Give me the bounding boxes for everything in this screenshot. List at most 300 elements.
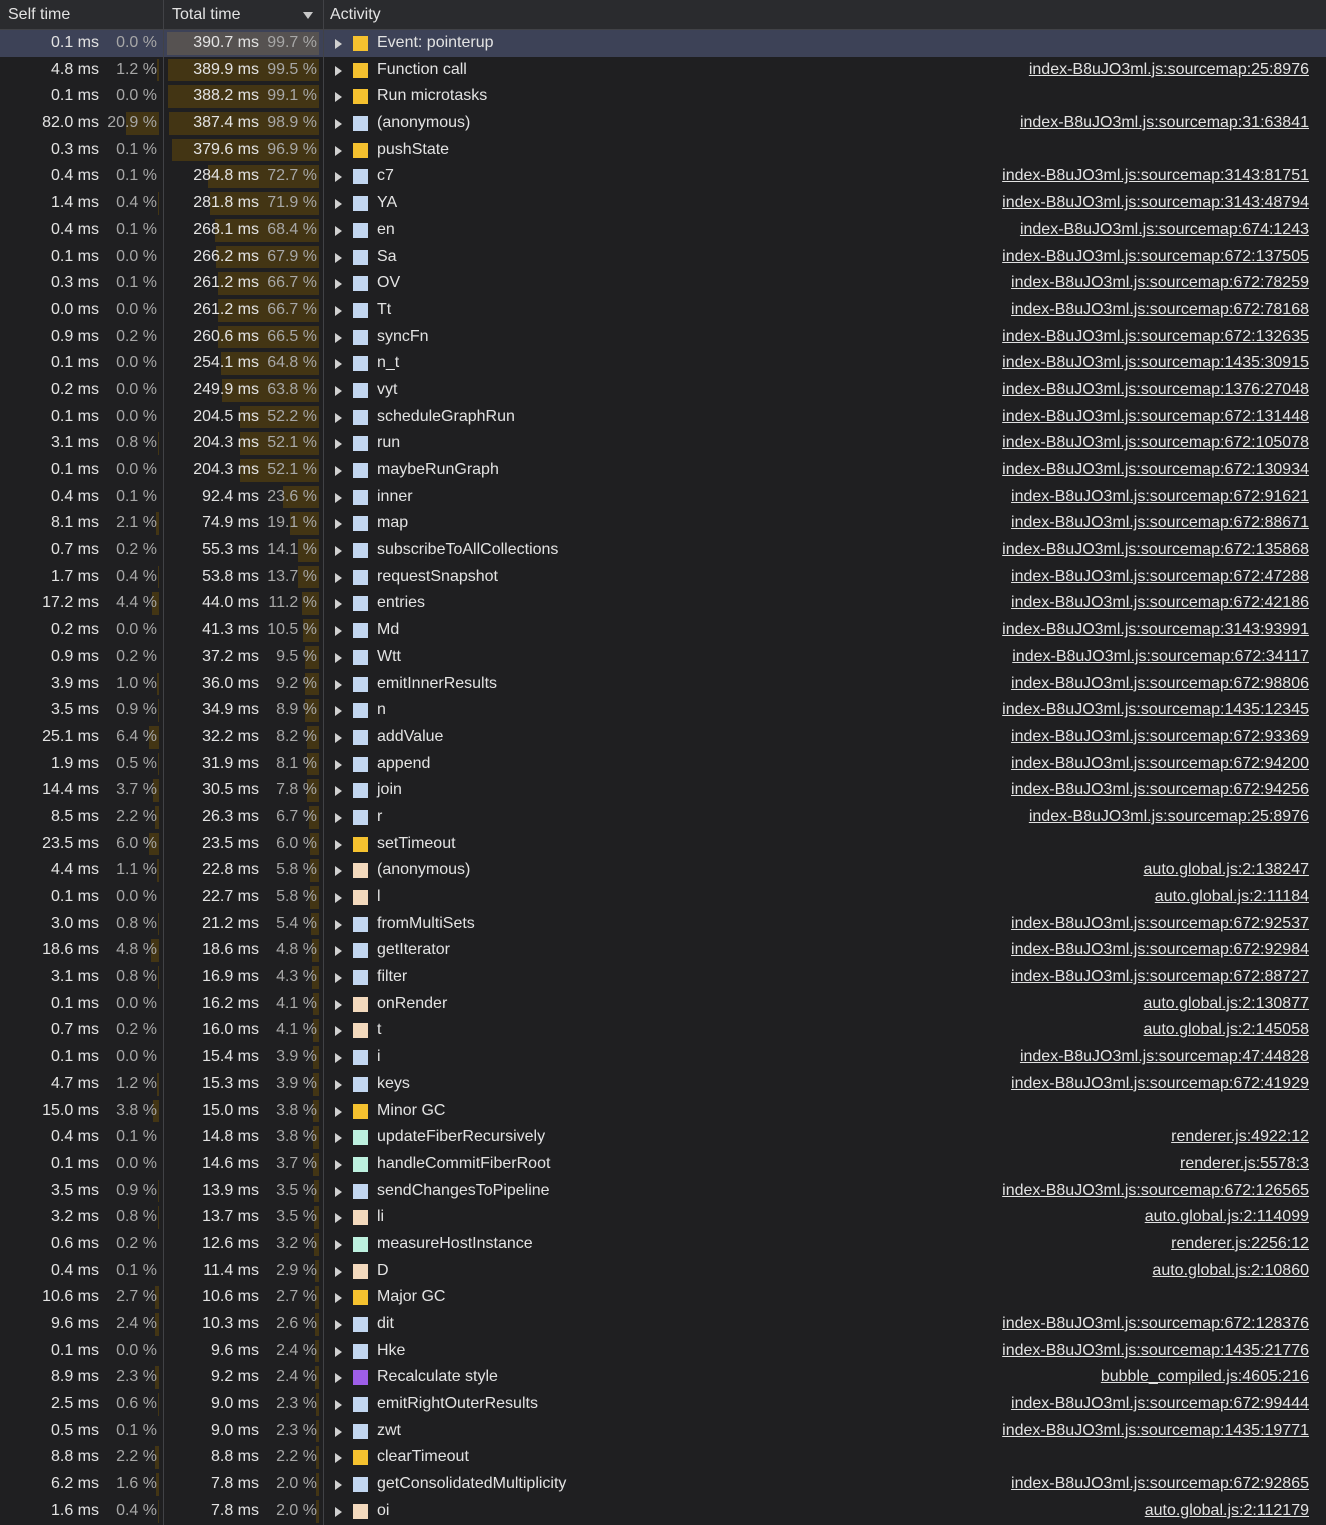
source-link[interactable]: index-B8uJO3ml.js:sourcemap:672:47288 <box>1011 567 1309 585</box>
total-time-cell <box>164 1151 324 1178</box>
source-link[interactable]: index-B8uJO3ml.js:sourcemap:672:131448 <box>1002 407 1309 425</box>
table-row[interactable] <box>0 1017 1326 1044</box>
activity-name: sendChangesToPipeline <box>377 1181 550 1199</box>
table-row[interactable] <box>0 777 1326 804</box>
expand-triangle-icon[interactable] <box>335 1080 342 1090</box>
self-time-ms: 0.4 ms <box>50 487 99 505</box>
expand-triangle-icon[interactable] <box>335 1267 342 1277</box>
self-time-cell <box>0 1391 164 1418</box>
expand-triangle-icon[interactable] <box>335 546 342 556</box>
self-time-cell <box>0 617 164 644</box>
expand-triangle-icon[interactable] <box>335 626 342 636</box>
table-row[interactable] <box>0 857 1326 884</box>
activity-name: filter <box>377 968 408 986</box>
source-link[interactable]: auto.global.js:2:112179 <box>1144 1501 1309 1519</box>
expand-triangle-icon[interactable] <box>335 146 342 156</box>
table-row[interactable] <box>0 83 1326 110</box>
source-link[interactable]: auto.global.js:2:138247 <box>1143 861 1309 879</box>
total-time-percent: 99.7 % <box>267 34 317 51</box>
total-time-ms: 36.0 ms <box>202 674 259 692</box>
expand-triangle-icon[interactable] <box>335 253 342 263</box>
expand-triangle-icon[interactable] <box>335 493 342 503</box>
total-time-percent: 3.9 % <box>276 1048 317 1066</box>
table-row[interactable] <box>0 537 1326 564</box>
total-time-percent: 5.4 % <box>276 914 317 932</box>
self-time-cell <box>0 430 164 457</box>
total-time-ms: 204.3 ms <box>193 461 259 478</box>
expand-triangle-icon[interactable] <box>335 946 342 956</box>
self-time-ms: 17.2 ms <box>42 594 99 612</box>
table-row[interactable] <box>0 1338 1326 1365</box>
expand-triangle-icon[interactable] <box>335 1507 342 1517</box>
total-time-cell <box>164 751 324 778</box>
table-row[interactable] <box>0 377 1326 404</box>
source-link[interactable]: index-B8uJO3ml.js:sourcemap:672:78168 <box>1011 300 1309 318</box>
total-time-percent: 66.7 % <box>267 300 317 318</box>
source-link[interactable]: index-B8uJO3ml.js:sourcemap:1435:12345 <box>1002 701 1309 719</box>
expand-triangle-icon[interactable] <box>335 1453 342 1463</box>
table-row[interactable] <box>0 751 1326 778</box>
activity-name: (anonymous) <box>377 861 471 879</box>
total-time-percent: 10.5 % <box>267 621 317 639</box>
expand-triangle-icon[interactable] <box>335 599 342 609</box>
category-swatch-icon <box>353 463 368 478</box>
source-link[interactable]: index-B8uJO3ml.js:sourcemap:3143:81751 <box>1002 167 1309 185</box>
category-swatch-icon <box>353 757 368 772</box>
source-link[interactable]: index-B8uJO3ml.js:sourcemap:672:92984 <box>1011 941 1309 959</box>
table-row[interactable] <box>0 30 1326 57</box>
expand-triangle-icon[interactable] <box>335 813 342 823</box>
self-time-percent: 0.1 % <box>116 487 157 505</box>
source-link[interactable]: auto.global.js:2:130877 <box>1143 994 1309 1012</box>
expand-triangle-icon[interactable] <box>335 199 342 209</box>
table-body <box>0 30 1326 1525</box>
table-row[interactable] <box>0 884 1326 911</box>
table-row[interactable] <box>0 831 1326 858</box>
expand-triangle-icon[interactable] <box>335 1347 342 1357</box>
self-time-ms: 1.4 ms <box>50 194 99 212</box>
expand-triangle-icon[interactable] <box>335 1373 342 1383</box>
table-row[interactable] <box>0 1498 1326 1525</box>
table-row[interactable] <box>0 190 1326 217</box>
source-link[interactable]: index-B8uJO3ml.js:sourcemap:672:34117 <box>1012 647 1309 665</box>
category-swatch-icon <box>353 1370 368 1385</box>
expand-triangle-icon[interactable] <box>335 119 342 129</box>
source-link[interactable]: renderer.js:2256:12 <box>1171 1234 1309 1252</box>
total-time-ms: 16.0 ms <box>202 1021 259 1039</box>
self-time-percent: 0.9 % <box>116 1181 157 1199</box>
expand-triangle-icon[interactable] <box>335 172 342 182</box>
self-time-ms: 0.9 ms <box>50 327 99 345</box>
total-time-cell <box>164 1444 324 1471</box>
source-link[interactable]: renderer.js:4922:12 <box>1171 1128 1309 1146</box>
table-row[interactable] <box>0 1471 1326 1498</box>
total-time-ms: 32.2 ms <box>202 727 259 745</box>
total-time-cell <box>164 671 324 698</box>
self-time-column-header[interactable]: Self time <box>0 0 164 30</box>
table-row[interactable] <box>0 270 1326 297</box>
self-time-ms: 0.1 ms <box>50 87 99 105</box>
expand-triangle-icon[interactable] <box>335 39 342 49</box>
table-row[interactable] <box>0 1391 1326 1418</box>
self-time-cell <box>0 217 164 244</box>
table-row[interactable] <box>0 1364 1326 1391</box>
source-link[interactable]: index-B8uJO3ml.js:sourcemap:25:8976 <box>1028 807 1309 825</box>
expand-triangle-icon[interactable] <box>335 1427 342 1437</box>
table-row[interactable] <box>0 697 1326 724</box>
source-link[interactable]: renderer.js:5578:3 <box>1180 1154 1309 1172</box>
table-row[interactable] <box>0 217 1326 244</box>
total-time-ms: 9.0 ms <box>210 1421 259 1439</box>
table-row[interactable] <box>0 671 1326 698</box>
self-time-percent: 0.1 % <box>116 140 157 158</box>
total-time-ms: 8.8 ms <box>210 1448 259 1466</box>
self-time-ms: 0.4 ms <box>50 1128 99 1146</box>
self-time-ms: 18.6 ms <box>42 941 99 959</box>
category-swatch-icon <box>353 810 368 825</box>
activity-name: subscribeToAllCollections <box>377 541 559 559</box>
source-link[interactable]: index-B8uJO3ml.js:sourcemap:672:126565 <box>1002 1181 1309 1199</box>
source-link[interactable]: index-B8uJO3ml.js:sourcemap:1435:30915 <box>1002 354 1309 372</box>
activity-name: handleCommitFiberRoot <box>377 1154 551 1172</box>
total-time-cell <box>164 137 324 164</box>
expand-triangle-icon[interactable] <box>335 386 342 396</box>
source-link[interactable]: index-B8uJO3ml.js:sourcemap:672:92537 <box>1011 914 1309 932</box>
activity-name: oi <box>377 1501 390 1519</box>
source-link[interactable]: index-B8uJO3ml.js:sourcemap:672:128376 <box>1002 1315 1309 1332</box>
expand-triangle-icon[interactable] <box>335 226 342 236</box>
self-time-ms: 0.3 ms <box>50 140 99 158</box>
expand-triangle-icon[interactable] <box>335 466 342 476</box>
category-swatch-icon <box>353 890 368 905</box>
table-row[interactable] <box>0 1444 1326 1471</box>
self-time-ms: 0.9 ms <box>50 647 99 665</box>
table-row[interactable] <box>0 1044 1326 1071</box>
source-link[interactable]: index-B8uJO3ml.js:sourcemap:672:130934 <box>1002 461 1309 478</box>
source-link[interactable]: index-B8uJO3ml.js:sourcemap:672:132635 <box>1002 327 1309 345</box>
self-time-ms: 8.8 ms <box>50 1448 99 1466</box>
table-row[interactable] <box>0 484 1326 511</box>
table-row[interactable] <box>0 1071 1326 1098</box>
total-time-percent: 4.8 % <box>276 941 317 959</box>
table-row[interactable] <box>0 1151 1326 1178</box>
category-swatch-icon <box>353 1344 368 1359</box>
category-swatch-icon <box>353 997 368 1012</box>
source-link[interactable]: index-B8uJO3ml.js:sourcemap:672:98806 <box>1011 674 1309 692</box>
activity-name: Run microtasks <box>377 87 488 105</box>
table-row[interactable] <box>0 1124 1326 1151</box>
total-time-ms: 16.9 ms <box>202 968 259 986</box>
source-link[interactable]: index-B8uJO3ml.js:sourcemap:672:99444 <box>1011 1395 1309 1413</box>
expand-triangle-icon[interactable] <box>335 1320 342 1330</box>
expand-triangle-icon[interactable] <box>335 1240 342 1250</box>
table-row[interactable] <box>0 137 1326 164</box>
source-link[interactable]: index-B8uJO3ml.js:sourcemap:1435:21776 <box>1002 1341 1309 1359</box>
expand-triangle-icon[interactable] <box>335 1480 342 1490</box>
source-link[interactable]: index-B8uJO3ml.js:sourcemap:672:135868 <box>1002 541 1309 559</box>
total-time-ms: 388.2 ms <box>193 87 259 105</box>
self-time-ms: 14.4 ms <box>42 781 99 799</box>
self-time-cell <box>0 884 164 911</box>
total-time-cell <box>164 190 324 217</box>
table-row[interactable] <box>0 1311 1326 1338</box>
expand-triangle-icon[interactable] <box>335 1293 342 1303</box>
self-time-percent: 3.8 % <box>116 1101 157 1119</box>
expand-triangle-icon[interactable] <box>335 786 342 796</box>
total-time-percent: 3.7 % <box>276 1154 317 1172</box>
source-link[interactable]: index-B8uJO3ml.js:sourcemap:672:41929 <box>1011 1074 1309 1092</box>
expand-triangle-icon[interactable] <box>335 573 342 583</box>
self-time-percent: 0.0 % <box>116 461 157 478</box>
total-time-cell <box>164 857 324 884</box>
total-time-ms: 12.6 ms <box>202 1234 259 1252</box>
self-time-percent: 1.2 % <box>116 60 157 78</box>
source-link[interactable]: index-B8uJO3ml.js:sourcemap:672:94256 <box>1011 781 1309 799</box>
total-time-cell <box>164 1204 324 1231</box>
self-time-percent: 6.0 % <box>116 834 157 852</box>
category-swatch-icon <box>353 1050 368 1065</box>
expand-triangle-icon[interactable] <box>335 439 342 449</box>
total-time-cell <box>164 564 324 591</box>
expand-triangle-icon[interactable] <box>335 920 342 930</box>
activity-name: Md <box>377 621 400 639</box>
source-link[interactable]: index-B8uJO3ml.js:sourcemap:672:88727 <box>1011 968 1309 986</box>
self-time-bar <box>158 192 159 215</box>
expand-triangle-icon[interactable] <box>335 680 342 690</box>
category-swatch-icon <box>353 650 368 665</box>
table-row[interactable] <box>0 564 1326 591</box>
self-time-percent: 0.0 % <box>116 407 157 425</box>
source-link[interactable]: index-B8uJO3ml.js:sourcemap:672:91621 <box>1011 487 1309 505</box>
source-link[interactable]: auto.global.js:2:11184 <box>1154 888 1309 905</box>
table-row[interactable] <box>0 57 1326 84</box>
expand-triangle-icon[interactable] <box>335 306 342 316</box>
expand-triangle-icon[interactable] <box>335 519 342 529</box>
table-row[interactable] <box>0 1418 1326 1445</box>
self-time-ms: 0.5 ms <box>50 1421 99 1439</box>
self-time-cell <box>0 1418 164 1445</box>
self-time-ms: 1.7 ms <box>50 567 99 585</box>
expand-triangle-icon[interactable] <box>335 653 342 663</box>
table-row[interactable] <box>0 804 1326 831</box>
expand-triangle-icon[interactable] <box>335 706 342 716</box>
source-link[interactable]: index-B8uJO3ml.js:sourcemap:672:93369 <box>1011 727 1309 745</box>
source-link[interactable]: index-B8uJO3ml.js:sourcemap:672:88671 <box>1011 514 1309 532</box>
self-time-cell <box>0 644 164 671</box>
expand-triangle-icon[interactable] <box>335 866 342 876</box>
expand-triangle-icon[interactable] <box>335 92 342 102</box>
expand-triangle-icon[interactable] <box>335 1133 342 1143</box>
self-time-cell <box>0 484 164 511</box>
self-time-ms: 0.7 ms <box>50 541 99 559</box>
table-row[interactable] <box>0 350 1326 377</box>
total-time-cell <box>164 1124 324 1151</box>
table-row[interactable] <box>0 430 1326 457</box>
total-time-ms: 268.1 ms <box>193 220 259 238</box>
self-time-bar <box>158 1206 159 1229</box>
source-link[interactable]: index-B8uJO3ml.js:sourcemap:3143:93991 <box>1002 621 1309 639</box>
self-time-bar <box>158 699 159 722</box>
table-row[interactable] <box>0 644 1326 671</box>
self-time-bar <box>157 1073 159 1096</box>
source-link[interactable]: index-B8uJO3ml.js:sourcemap:47:44828 <box>1019 1048 1309 1066</box>
category-swatch-icon <box>353 1210 368 1225</box>
table-row[interactable] <box>0 510 1326 537</box>
category-swatch-icon <box>353 1104 368 1119</box>
expand-triangle-icon[interactable] <box>335 1400 342 1410</box>
source-link[interactable]: index-B8uJO3ml.js:sourcemap:672:137505 <box>1002 247 1309 265</box>
expand-triangle-icon[interactable] <box>335 1000 342 1010</box>
total-time-column-header[interactable] <box>164 0 324 30</box>
table-row[interactable] <box>0 297 1326 324</box>
total-time-cell <box>164 270 324 297</box>
source-link[interactable]: auto.global.js:2:145058 <box>1143 1021 1309 1039</box>
total-time-percent: 52.1 % <box>267 434 317 452</box>
source-link[interactable]: index-B8uJO3ml.js:sourcemap:31:63841 <box>1019 114 1309 132</box>
total-time-ms: 31.9 ms <box>202 754 259 772</box>
source-link[interactable]: index-B8uJO3ml.js:sourcemap:672:94200 <box>1011 754 1309 772</box>
table-row[interactable] <box>0 1098 1326 1125</box>
self-time-ms: 1.9 ms <box>50 754 99 772</box>
self-time-percent: 0.0 % <box>116 247 157 265</box>
activity-name: l <box>377 888 381 905</box>
category-swatch-icon <box>353 917 368 932</box>
total-time-percent: 9.5 % <box>276 647 317 665</box>
total-time-percent: 7.8 % <box>276 781 317 799</box>
table-row[interactable] <box>0 1284 1326 1311</box>
table-row[interactable] <box>0 1204 1326 1231</box>
category-swatch-icon <box>353 223 368 238</box>
total-time-cell <box>164 1178 324 1205</box>
total-time-ms: 30.5 ms <box>202 781 259 799</box>
expand-triangle-icon[interactable] <box>335 413 342 423</box>
total-time-ms: 22.7 ms <box>202 888 259 905</box>
source-link[interactable]: auto.global.js:2:10860 <box>1152 1261 1309 1279</box>
table-row[interactable] <box>0 244 1326 271</box>
activity-name: OV <box>377 274 401 292</box>
total-time-percent: 72.7 % <box>267 167 317 185</box>
self-time-bar <box>158 1500 159 1523</box>
activity-name: measureHostInstance <box>377 1234 533 1252</box>
expand-triangle-icon[interactable] <box>335 733 342 743</box>
source-link[interactable]: index-B8uJO3ml.js:sourcemap:674:1243 <box>1019 220 1309 238</box>
self-time-ms: 3.1 ms <box>50 968 99 986</box>
table-row[interactable] <box>0 911 1326 938</box>
expand-triangle-icon[interactable] <box>335 973 342 983</box>
self-time-cell <box>0 1364 164 1391</box>
expand-triangle-icon[interactable] <box>335 840 342 850</box>
source-link[interactable]: index-B8uJO3ml.js:sourcemap:1435:19771 <box>1002 1421 1309 1439</box>
expand-triangle-icon[interactable] <box>335 760 342 770</box>
table-row[interactable] <box>0 1178 1326 1205</box>
table-row[interactable] <box>0 617 1326 644</box>
activity-name: pushState <box>377 140 450 158</box>
self-time-ms: 23.5 ms <box>42 834 99 852</box>
total-time-ms: 249.9 ms <box>193 380 259 398</box>
expand-triangle-icon[interactable] <box>335 333 342 343</box>
self-time-cell <box>0 457 164 484</box>
category-swatch-icon <box>353 143 368 158</box>
activity-name: Sa <box>377 247 397 265</box>
table-row[interactable] <box>0 590 1326 617</box>
table-row[interactable] <box>0 937 1326 964</box>
expand-triangle-icon[interactable] <box>335 1107 342 1117</box>
self-time-cell <box>0 1498 164 1525</box>
total-time-ms: 284.8 ms <box>193 167 259 185</box>
expand-triangle-icon[interactable] <box>335 66 342 76</box>
total-time-cell <box>164 1364 324 1391</box>
table-row[interactable] <box>0 404 1326 431</box>
source-link[interactable]: index-B8uJO3ml.js:sourcemap:25:8976 <box>1028 60 1309 78</box>
self-time-ms: 3.2 ms <box>50 1208 99 1226</box>
total-time-ms: 9.6 ms <box>210 1341 259 1359</box>
expand-triangle-icon[interactable] <box>335 279 342 289</box>
table-row[interactable] <box>0 964 1326 991</box>
total-time-cell <box>164 1338 324 1365</box>
self-time-percent: 1.1 % <box>116 861 157 879</box>
table-row[interactable] <box>0 1258 1326 1285</box>
source-link[interactable]: index-B8uJO3ml.js:sourcemap:1376:27048 <box>1002 380 1309 398</box>
total-time-cell <box>164 1311 324 1338</box>
source-link[interactable]: index-B8uJO3ml.js:sourcemap:3143:48794 <box>1002 194 1309 212</box>
total-time-percent: 3.8 % <box>276 1128 317 1146</box>
source-link[interactable]: index-B8uJO3ml.js:sourcemap:672:42186 <box>1011 594 1309 612</box>
total-time-percent: 8.1 % <box>276 754 317 772</box>
self-time-percent: 2.2 % <box>116 807 157 825</box>
total-time-cell <box>164 724 324 751</box>
expand-triangle-icon[interactable] <box>335 359 342 369</box>
self-time-ms: 3.5 ms <box>50 1181 99 1199</box>
self-time-cell <box>0 270 164 297</box>
category-swatch-icon <box>353 943 368 958</box>
source-link[interactable]: index-B8uJO3ml.js:sourcemap:672:105078 <box>1002 434 1309 452</box>
total-time-cell <box>164 1071 324 1098</box>
table-row[interactable] <box>0 991 1326 1018</box>
table-row[interactable] <box>0 163 1326 190</box>
total-time-percent: 66.7 % <box>267 274 317 292</box>
expand-triangle-icon[interactable] <box>335 1213 342 1223</box>
expand-triangle-icon[interactable] <box>335 1026 342 1036</box>
activity-name: Major GC <box>377 1288 446 1306</box>
total-time-percent: 52.1 % <box>267 461 317 478</box>
total-time-ms: 15.0 ms <box>202 1101 259 1119</box>
table-row[interactable] <box>0 324 1326 351</box>
table-row[interactable] <box>0 457 1326 484</box>
total-time-ms: 254.1 ms <box>193 354 259 372</box>
source-link[interactable]: bubble_compiled.js:4605:216 <box>1100 1368 1309 1386</box>
self-time-percent: 1.2 % <box>116 1074 157 1092</box>
table-row[interactable] <box>0 724 1326 751</box>
expand-triangle-icon[interactable] <box>335 893 342 903</box>
table-row[interactable] <box>0 110 1326 137</box>
self-time-percent: 0.2 % <box>116 647 157 665</box>
expand-triangle-icon[interactable] <box>335 1053 342 1063</box>
source-link[interactable]: index-B8uJO3ml.js:sourcemap:672:78259 <box>1011 274 1309 292</box>
source-link[interactable]: index-B8uJO3ml.js:sourcemap:672:92865 <box>1011 1475 1309 1493</box>
table-row[interactable] <box>0 1231 1326 1258</box>
self-time-percent: 0.8 % <box>116 434 157 452</box>
expand-triangle-icon[interactable] <box>335 1160 342 1170</box>
total-time-ms: 379.6 ms <box>193 140 259 158</box>
activity-column-header[interactable]: Activity <box>330 6 381 23</box>
source-link[interactable]: auto.global.js:2:114099 <box>1144 1208 1309 1226</box>
self-time-percent: 0.0 % <box>116 621 157 639</box>
total-time-cell <box>164 617 324 644</box>
expand-triangle-icon[interactable] <box>335 1187 342 1197</box>
self-time-cell <box>0 1124 164 1151</box>
total-time-cell <box>164 590 324 617</box>
total-time-cell <box>164 1044 324 1071</box>
